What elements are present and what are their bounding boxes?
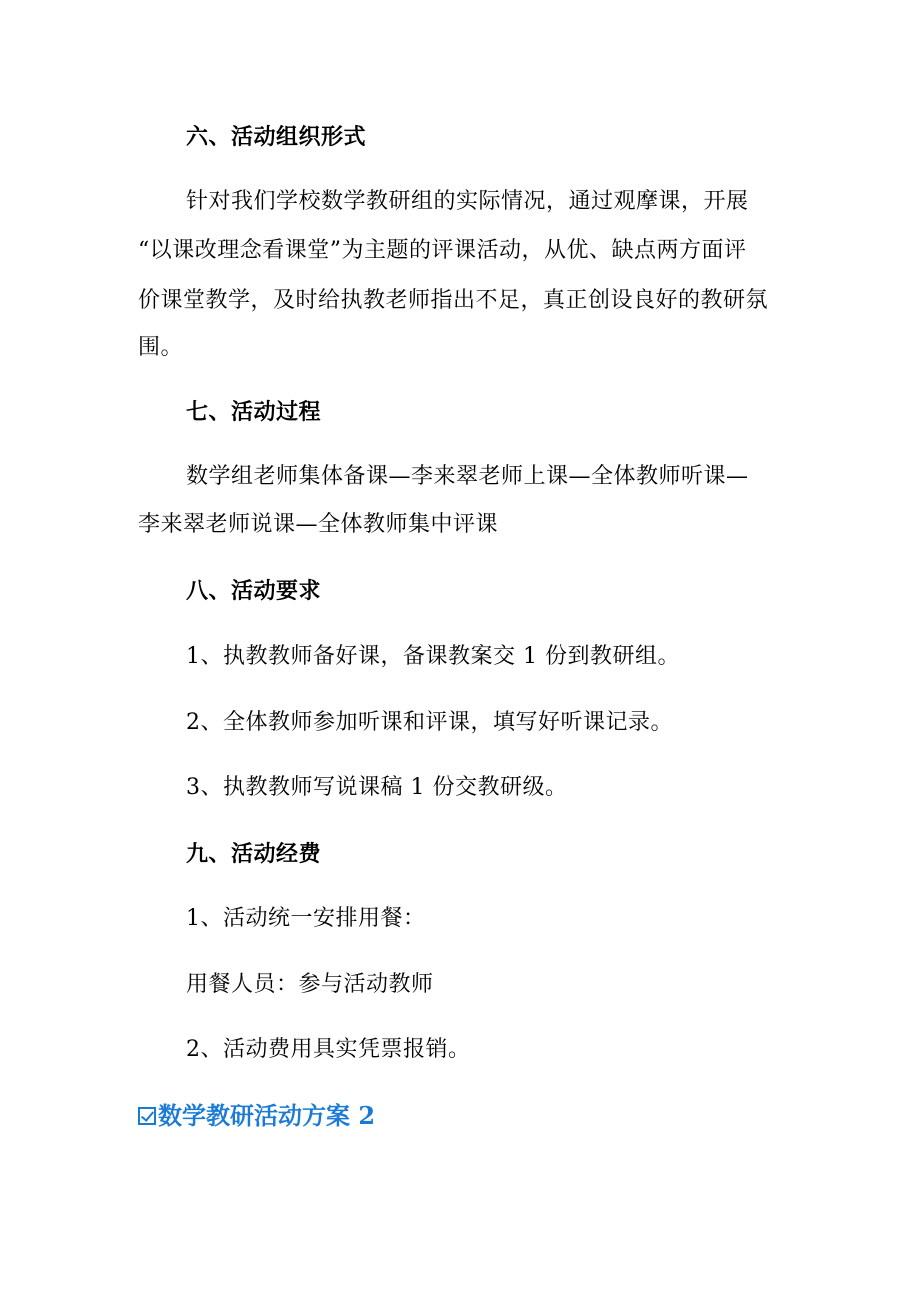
section-heading-8: 八、活动要求 <box>186 578 322 604</box>
paragraph-line: “以课改理念看课堂”为主题的评课活动，从优、缺点两方面评 <box>138 238 747 263</box>
paragraph-line: 围。 <box>138 335 184 360</box>
list-item: 3、执教教师写说课稿 1 份交教研级。 <box>186 775 568 800</box>
list-item: 1、活动统一安排用餐： <box>186 906 426 931</box>
checkbox-checked-icon <box>138 1107 156 1125</box>
list-item: 2、活动费用具实凭票报销。 <box>186 1037 471 1062</box>
list-item: 用餐人员：参与活动教师 <box>186 972 434 997</box>
list-item: 2、全体教师参加听课和评课，填写好听课记录。 <box>186 710 673 735</box>
section-heading-9: 九、活动经费 <box>186 841 322 867</box>
paragraph-line: 针对我们学校数学教研组的实际情况，通过观摩课，开展 <box>186 189 749 214</box>
next-section-title-text: 数学教研活动方案 2 <box>158 1101 376 1130</box>
section-heading-7: 七、活动过程 <box>186 399 322 425</box>
paragraph-line: 价课堂教学，及时给执教老师指出不足，真正创设良好的教研氛 <box>138 288 769 313</box>
paragraph-line: 李来翠老师说课—全体教师集中评课 <box>138 512 499 537</box>
section-heading-6: 六、活动组织形式 <box>186 124 367 150</box>
next-section-title <box>138 1100 375 1132</box>
paragraph-line: 数学组老师集体备课—李来翠老师上课—全体教师听课— <box>186 464 749 489</box>
list-item: 1、执教教师备好课，备课教案交 1 份到教研组。 <box>186 644 680 669</box>
